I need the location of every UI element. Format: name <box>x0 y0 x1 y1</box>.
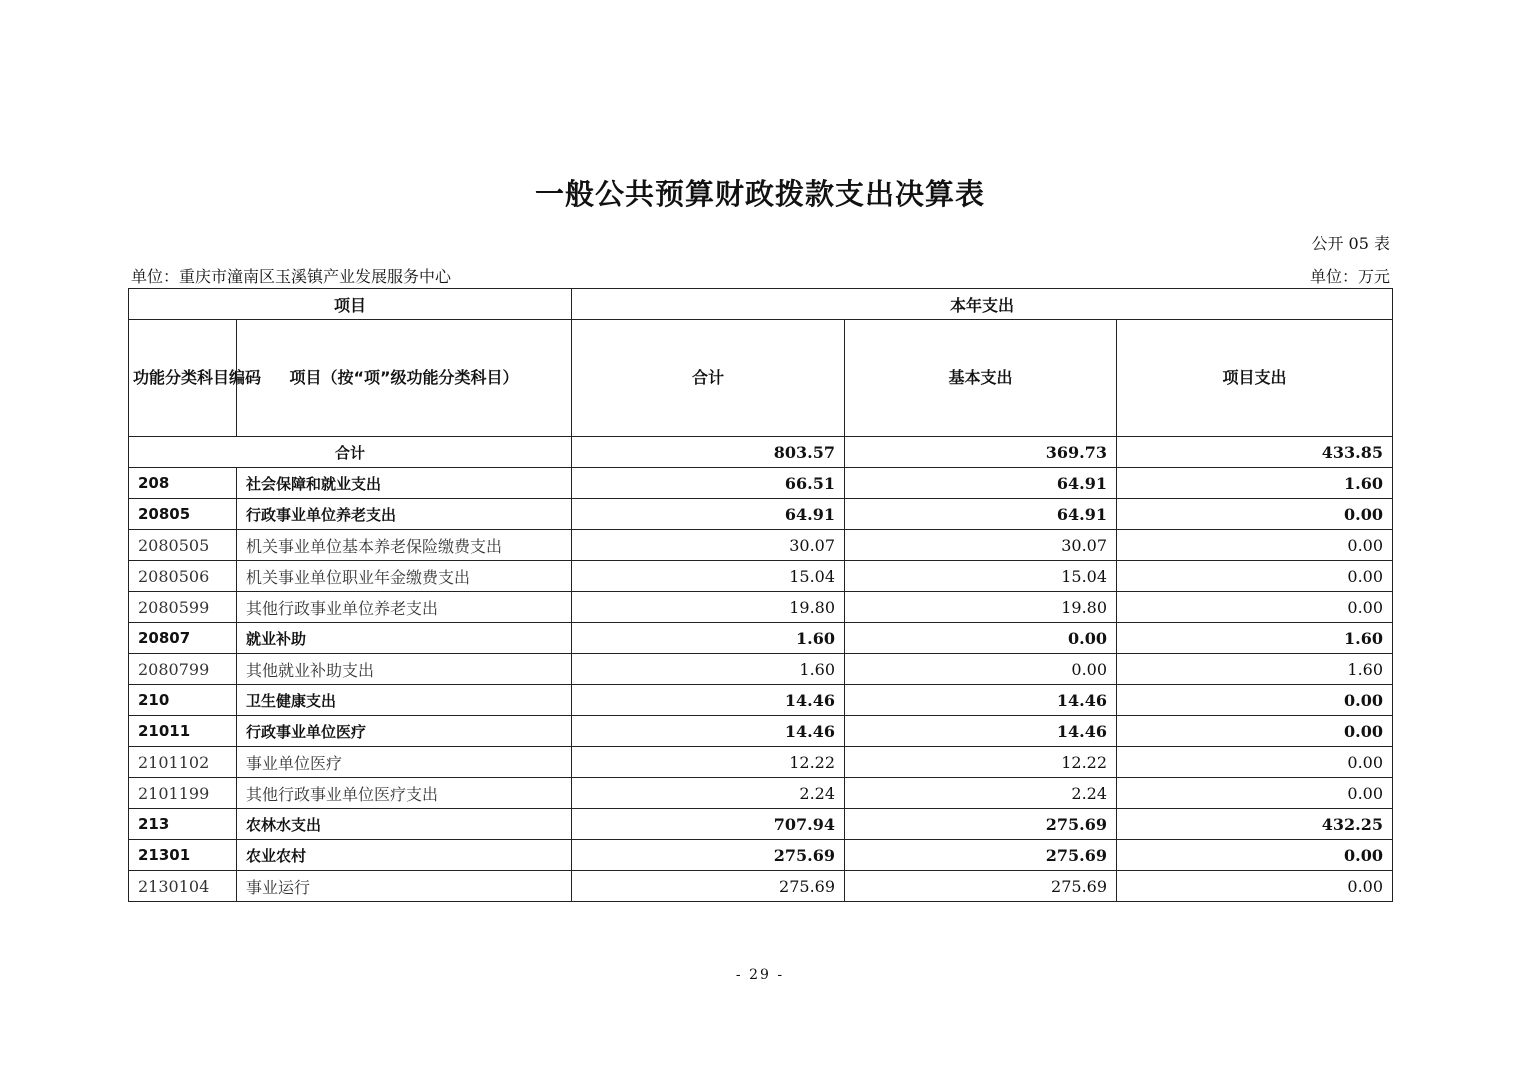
row-project: 0.00 <box>1117 561 1393 592</box>
row-basic: 15.04 <box>845 561 1117 592</box>
row-name: 农业农村 <box>237 840 572 871</box>
row-code: 2080799 <box>129 654 237 685</box>
row-project: 0.00 <box>1117 871 1393 902</box>
row-total: 12.22 <box>572 747 845 778</box>
row-project: 0.00 <box>1117 716 1393 747</box>
page-number: - 29 - <box>735 967 785 983</box>
column-header-name: 项目（按“项”级功能分类科目） <box>237 320 572 437</box>
column-header-project: 项目支出 <box>1117 320 1393 437</box>
row-project: 432.25 <box>1117 809 1393 840</box>
total-row <box>129 437 1393 468</box>
row-basic: 64.91 <box>845 499 1117 530</box>
row-code: 2101102 <box>129 747 237 778</box>
table-row <box>129 716 1393 747</box>
column-header-total: 合计 <box>572 320 845 437</box>
row-code: 2101199 <box>129 778 237 809</box>
row-total: 14.46 <box>572 685 845 716</box>
row-total: 2.24 <box>572 778 845 809</box>
row-name: 行政事业单位养老支出 <box>237 499 572 530</box>
row-name: 社会保障和就业支出 <box>237 468 572 499</box>
row-basic: 12.22 <box>845 747 1117 778</box>
currency-unit: 单位：万元 <box>1309 267 1390 286</box>
row-name: 机关事业单位基本养老保险缴费支出 <box>237 530 572 561</box>
table-row <box>129 778 1393 809</box>
table-row <box>129 840 1393 871</box>
row-code: 208 <box>129 468 237 499</box>
row-code: 20805 <box>129 499 237 530</box>
organization-unit: 单位：重庆市潼南区玉溪镇产业发展服务中心 <box>131 267 452 286</box>
page-title: 一般公共预算财政拨款支出决算表 <box>534 177 985 211</box>
budget-table <box>128 288 1393 902</box>
row-project: 1.60 <box>1117 623 1393 654</box>
table-row <box>129 499 1393 530</box>
row-basic: 0.00 <box>845 623 1117 654</box>
table-row <box>129 871 1393 902</box>
total-project: 433.85 <box>1117 437 1393 468</box>
row-code: 2080505 <box>129 530 237 561</box>
row-total: 15.04 <box>572 561 845 592</box>
table-row <box>129 592 1393 623</box>
row-code: 2080599 <box>129 592 237 623</box>
row-total: 1.60 <box>572 623 845 654</box>
header-group-row <box>129 289 1393 320</box>
row-basic: 0.00 <box>845 654 1117 685</box>
row-project: 1.60 <box>1117 654 1393 685</box>
row-name: 行政事业单位医疗 <box>237 716 572 747</box>
table-row <box>129 561 1393 592</box>
row-code: 213 <box>129 809 237 840</box>
row-basic: 14.46 <box>845 716 1117 747</box>
table-row <box>129 654 1393 685</box>
table-row <box>129 809 1393 840</box>
row-total: 14.46 <box>572 716 845 747</box>
column-header-basic: 基本支出 <box>845 320 1117 437</box>
row-name: 其他行政事业单位养老支出 <box>237 592 572 623</box>
total-basic: 369.73 <box>845 437 1117 468</box>
row-basic: 275.69 <box>845 871 1117 902</box>
header-column-row <box>129 320 1393 437</box>
row-total: 1.60 <box>572 654 845 685</box>
row-total: 30.07 <box>572 530 845 561</box>
row-project: 0.00 <box>1117 840 1393 871</box>
table-row <box>129 685 1393 716</box>
row-code: 210 <box>129 685 237 716</box>
row-name: 其他行政事业单位医疗支出 <box>237 778 572 809</box>
row-total: 66.51 <box>572 468 845 499</box>
row-total: 64.91 <box>572 499 845 530</box>
row-basic: 30.07 <box>845 530 1117 561</box>
row-name: 事业运行 <box>237 871 572 902</box>
row-name: 农林水支出 <box>237 809 572 840</box>
row-project: 0.00 <box>1117 685 1393 716</box>
total-sum: 803.57 <box>572 437 845 468</box>
row-code: 21301 <box>129 840 237 871</box>
header-group-expenditure: 本年支出 <box>572 289 1393 320</box>
row-project: 1.60 <box>1117 468 1393 499</box>
row-name: 事业单位医疗 <box>237 747 572 778</box>
row-basic: 14.46 <box>845 685 1117 716</box>
header-group-items: 项目 <box>129 289 572 320</box>
row-basic: 275.69 <box>845 809 1117 840</box>
row-name: 机关事业单位职业年金缴费支出 <box>237 561 572 592</box>
row-project: 0.00 <box>1117 530 1393 561</box>
table-row <box>129 468 1393 499</box>
row-basic: 2.24 <box>845 778 1117 809</box>
total-label: 合计 <box>129 437 572 468</box>
row-project: 0.00 <box>1117 747 1393 778</box>
row-code: 2130104 <box>129 871 237 902</box>
row-project: 0.00 <box>1117 592 1393 623</box>
row-total: 275.69 <box>572 840 845 871</box>
row-name: 其他就业补助支出 <box>237 654 572 685</box>
row-code: 21011 <box>129 716 237 747</box>
row-project: 0.00 <box>1117 499 1393 530</box>
table-row <box>129 530 1393 561</box>
form-number: 公开 05 表 <box>1311 234 1390 253</box>
row-total: 19.80 <box>572 592 845 623</box>
row-code: 2080506 <box>129 561 237 592</box>
table-row <box>129 747 1393 778</box>
column-header-code: 功能分类科目编码 <box>129 320 237 437</box>
row-code: 20807 <box>129 623 237 654</box>
row-basic: 275.69 <box>845 840 1117 871</box>
row-name: 就业补助 <box>237 623 572 654</box>
row-project: 0.00 <box>1117 778 1393 809</box>
row-name: 卫生健康支出 <box>237 685 572 716</box>
row-basic: 19.80 <box>845 592 1117 623</box>
table-row <box>129 623 1393 654</box>
row-total: 275.69 <box>572 871 845 902</box>
row-basic: 64.91 <box>845 468 1117 499</box>
row-total: 707.94 <box>572 809 845 840</box>
